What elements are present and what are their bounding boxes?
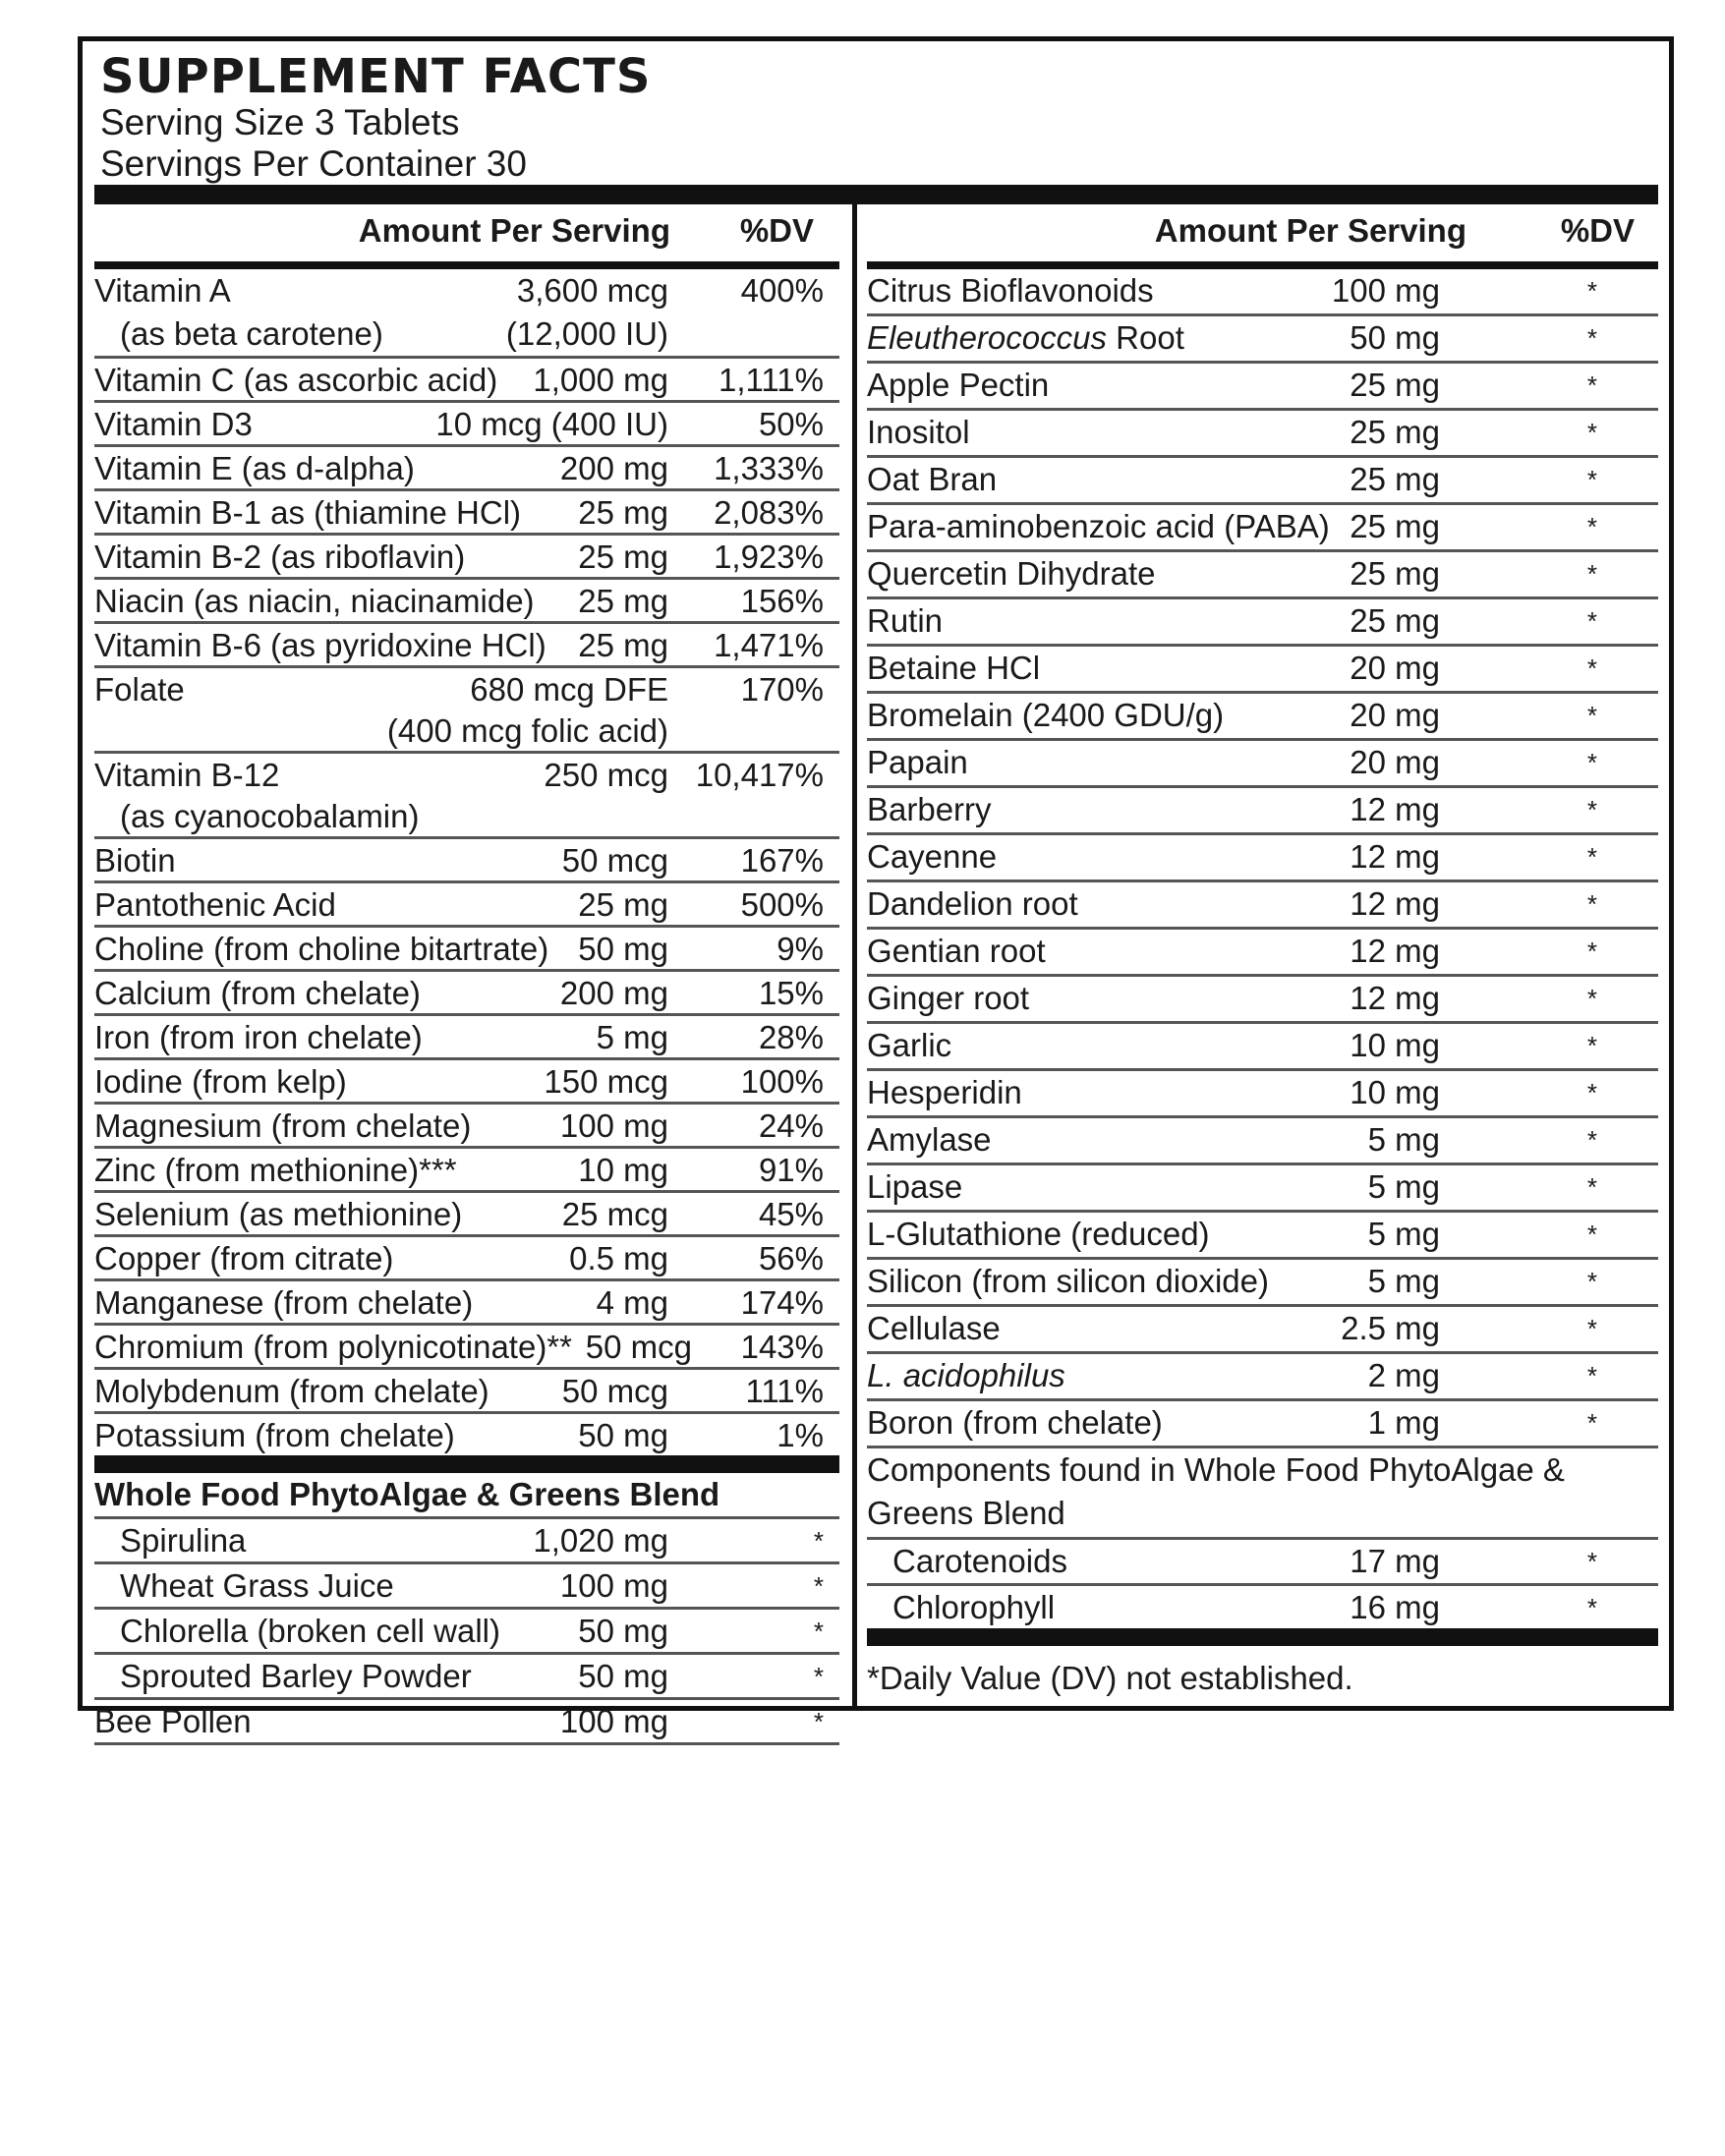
nutrient-name: Folate [94, 671, 185, 708]
ingredient-dv: * [1586, 512, 1597, 541]
table-row [94, 536, 839, 580]
table-row [94, 1326, 839, 1370]
ingredient-amount: 12 mg [1350, 980, 1440, 1016]
nutrient-name: Calcium (from chelate) [94, 975, 421, 1011]
ingredient-dv: * [1586, 795, 1597, 824]
ingredient-amount: 20 mg [1350, 650, 1440, 686]
nutrient-name: Potassium (from chelate) [94, 1417, 455, 1453]
table-row [94, 580, 839, 624]
nutrient-dv: 1% [776, 1417, 824, 1453]
table-row [94, 1610, 839, 1655]
nutrient-name: Manganese (from chelate) [94, 1284, 474, 1321]
nutrient-dv: 100% [740, 1063, 824, 1100]
blend-ingredient-name: Wheat Grass Juice [120, 1567, 394, 1604]
table-row [867, 741, 1658, 788]
table-row [867, 977, 1658, 1024]
table-row [867, 882, 1658, 930]
table-row [94, 1655, 839, 1700]
nutrient-dv: 1,923% [714, 539, 824, 575]
ingredient-dv: * [1586, 559, 1597, 589]
ingredient-dv: * [1586, 1220, 1597, 1249]
nutrient-dv: 1,333% [714, 450, 824, 486]
table-row [94, 668, 839, 754]
nutrient-dv: 10,417% [695, 757, 824, 793]
table-row [867, 1354, 1658, 1401]
ingredient-name: Barberry [867, 791, 992, 827]
nutrient-name: Vitamin D3 [94, 406, 253, 442]
ingredient-name: Rutin [867, 602, 944, 639]
ingredient-name: Garlic [867, 1027, 952, 1063]
blend-title: Whole Food PhytoAlgae & Greens Blend [94, 1476, 720, 1512]
nutrient-dv: 170% [740, 671, 824, 708]
ingredient-dv: * [1586, 418, 1597, 447]
nutrient-dv: 156% [740, 583, 824, 619]
table-row [867, 647, 1658, 694]
nutrient-dv: 167% [740, 842, 824, 879]
table-row [867, 411, 1658, 458]
nutrient-amount: 50 mg [578, 1417, 668, 1453]
nutrient-name-line2: (as beta carotene) [120, 315, 383, 352]
nutrient-name: Selenium (as methionine) [94, 1196, 463, 1232]
table-row [867, 788, 1658, 835]
nutrient-dv: 2,083% [714, 494, 824, 531]
table-row [94, 1237, 839, 1281]
table-row [94, 359, 839, 403]
table-row [867, 694, 1658, 741]
ingredient-dv: * [1586, 323, 1597, 353]
nutrient-dv: 1,471% [714, 627, 824, 663]
nutrient-amount: 25 mg [578, 539, 668, 575]
nutrient-name: Vitamin A [94, 272, 231, 309]
nutrient-name: Pantothenic Acid [94, 886, 336, 923]
nutrient-amount-line2: (12,000 IU) [505, 315, 668, 352]
nutrient-amount: 25 mg [578, 627, 668, 663]
blend-ingredient-name: Chlorella (broken cell wall) [120, 1613, 500, 1649]
table-row [94, 1193, 839, 1237]
nutrient-dv: 50% [758, 406, 824, 442]
ingredient-amount: 25 mg [1350, 602, 1440, 639]
nutrient-amount: 50 mcg [561, 842, 668, 879]
ingredient-dv: * [1586, 276, 1597, 306]
table-row [867, 316, 1658, 364]
table-row [867, 1165, 1658, 1213]
nutrient-dv: 174% [740, 1284, 824, 1321]
table-row [867, 1586, 1658, 1628]
ingredient-name: Oat Bran [867, 461, 998, 497]
nutrient-name: Choline (from choline bitartrate) [94, 931, 549, 967]
table-row [867, 1213, 1658, 1260]
ingredient-amount: 25 mg [1350, 414, 1440, 450]
table-row [867, 364, 1658, 411]
ingredient-name: Gentian root [867, 933, 1046, 969]
table-row [867, 835, 1658, 882]
ingredient-name: Dandelion root [867, 885, 1078, 922]
ingredient-name: Bromelain (2400 GDU/g) [867, 697, 1225, 733]
nutrient-amount: 680 mcg DFE [470, 671, 668, 708]
table-row [867, 1540, 1658, 1586]
blend-ingredient-dv: * [813, 1571, 824, 1601]
ingredient-name: Cellulase [867, 1310, 1001, 1346]
ingredient-dv: * [1586, 465, 1597, 494]
ingredient-amount: 1 mg [1367, 1404, 1440, 1441]
nutrient-amount: 50 mcg [585, 1329, 692, 1365]
component-amount: 17 mg [1350, 1543, 1440, 1579]
nutrient-dv: 111% [745, 1373, 824, 1409]
nutrient-name: Iodine (from kelp) [94, 1063, 347, 1100]
table-row [94, 883, 839, 928]
right-column [867, 204, 1658, 1701]
ingredient-name: Para-aminobenzoic acid (PABA) [867, 508, 1330, 544]
ingredient-amount: 20 mg [1350, 744, 1440, 780]
table-row [867, 458, 1658, 505]
blend-ingredient-dv: * [813, 1526, 824, 1556]
table-row [94, 1149, 839, 1193]
ingredient-name-suffix: Root [1106, 319, 1184, 356]
table-row [94, 928, 839, 972]
nutrient-amount-line2: (400 mcg folic acid) [386, 712, 668, 749]
bee-pollen-name: Bee Pollen [94, 1703, 252, 1739]
nutrient-amount: 100 mg [559, 1107, 668, 1144]
nutrient-amount: 250 mcg [544, 757, 668, 793]
ingredient-amount: 12 mg [1350, 933, 1440, 969]
nutrient-dv: 28% [758, 1019, 824, 1055]
nutrient-dv: 400% [740, 272, 824, 309]
nutrient-amount: 150 mcg [544, 1063, 668, 1100]
ingredient-amount: 25 mg [1350, 508, 1440, 544]
blend-ingredient-name: Spirulina [120, 1522, 247, 1559]
blend-ingredient-amount: 100 mg [559, 1567, 668, 1604]
ingredient-dv: * [1586, 1125, 1597, 1155]
nutrient-dv: 24% [758, 1107, 824, 1144]
ingredient-dv: * [1586, 748, 1597, 777]
table-row [867, 930, 1658, 977]
serving-size: Serving Size 3 Tablets [100, 102, 460, 142]
blend-divider-bar [94, 1455, 839, 1473]
ingredient-name: L-Glutathione (reduced) [867, 1216, 1210, 1252]
left-header [94, 204, 839, 269]
ingredient-dv: * [1586, 984, 1597, 1013]
table-row [94, 624, 839, 668]
blend-ingredient-amount: 50 mg [578, 1658, 668, 1694]
nutrient-name: Vitamin E (as d-alpha) [94, 450, 415, 486]
table-row [867, 505, 1658, 552]
nutrient-dv: 500% [740, 886, 824, 923]
ingredient-amount: 5 mg [1367, 1216, 1440, 1252]
ingredient-amount: 12 mg [1350, 885, 1440, 922]
ingredient-dv: * [1586, 842, 1597, 872]
table-row [867, 1307, 1658, 1354]
nutrient-amount: 50 mg [578, 931, 668, 967]
nutrient-name-line2: (as cyanocobalamin) [120, 798, 420, 834]
nutrient-dv: 9% [776, 931, 824, 967]
ingredient-amount: 5 mg [1367, 1263, 1440, 1299]
nutrient-dv: 1,111% [718, 362, 824, 398]
ingredient-name [867, 316, 1184, 360]
nutrient-name: Vitamin B-1 as (thiamine HCl) [94, 494, 522, 531]
nutrient-amount: 25 mg [578, 583, 668, 619]
ingredient-amount: 25 mg [1350, 555, 1440, 592]
nutrient-amount: 200 mg [559, 975, 668, 1011]
ingredient-name: Papain [867, 744, 968, 780]
table-row [94, 403, 839, 447]
table-row [867, 1071, 1658, 1118]
table-row [867, 1118, 1658, 1165]
ingredient-amount: 10 mg [1350, 1074, 1440, 1110]
amount-header: Amount Per Serving [358, 212, 670, 249]
nutrient-amount: 10 mg [578, 1152, 668, 1188]
ingredient-amount: 100 mg [1331, 272, 1440, 309]
ingredient-dv: * [1586, 1172, 1597, 1202]
component-name: Chlorophyll [892, 1589, 1056, 1625]
nutrient-amount: 0.5 mg [569, 1240, 668, 1277]
nutrient-name: Vitamin B-12 [94, 757, 280, 793]
table-row [94, 1281, 839, 1326]
ingredient-name: Lipase [867, 1168, 963, 1205]
ingredient-name: Ginger root [867, 980, 1030, 1016]
ingredient-amount: 5 mg [1367, 1168, 1440, 1205]
nutrient-amount: 25 mcg [561, 1196, 668, 1232]
ingredient-dv: * [1586, 1314, 1597, 1343]
nutrient-amount: 5 mg [596, 1019, 668, 1055]
table-row [94, 447, 839, 491]
ingredient-name: Quercetin Dihydrate [867, 555, 1156, 592]
ingredient-amount: 25 mg [1350, 461, 1440, 497]
dv-header: %DV [739, 212, 814, 249]
components-header-row [867, 1448, 1658, 1540]
ingredient-dv: * [1586, 653, 1597, 683]
ingredient-amount: 25 mg [1350, 367, 1440, 403]
nutrient-name: Molybdenum (from chelate) [94, 1373, 489, 1409]
nutrient-amount: 4 mg [596, 1284, 668, 1321]
ingredient-amount: 50 mg [1350, 319, 1440, 356]
nutrient-dv: 143% [740, 1329, 824, 1365]
table-row [94, 269, 839, 359]
table-row [94, 1016, 839, 1060]
blend-ingredient-amount: 50 mg [578, 1613, 668, 1649]
nutrient-name: Magnesium (from chelate) [94, 1107, 472, 1144]
nutrient-amount: 1,000 mg [533, 362, 668, 398]
table-row [867, 599, 1658, 647]
ingredient-name: Amylase [867, 1121, 992, 1158]
ingredient-name: L. acidophilus [867, 1357, 1065, 1393]
nutrient-amount: 25 mg [578, 886, 668, 923]
nutrient-name: Niacin (as niacin, niacinamide) [94, 583, 535, 619]
table-row [867, 269, 1658, 316]
nutrient-name: Chromium (from polynicotinate)** [94, 1329, 572, 1365]
ingredient-dv: * [1586, 1267, 1597, 1296]
table-row [94, 1105, 839, 1149]
ingredient-name: Cayenne [867, 838, 998, 875]
ingredient-dv: * [1586, 1031, 1597, 1060]
nutrient-amount: 200 mg [559, 450, 668, 486]
ingredient-name: Hesperidin [867, 1074, 1022, 1110]
ingredient-amount: 5 mg [1367, 1121, 1440, 1158]
table-row [94, 972, 839, 1016]
nutrient-dv: 45% [758, 1196, 824, 1232]
ingredient-name: Apple Pectin [867, 367, 1050, 403]
ingredient-name: Citrus Bioflavonoids [867, 272, 1154, 309]
nutrient-name: Copper (from citrate) [94, 1240, 394, 1277]
ingredient-amount: 2.5 mg [1341, 1310, 1440, 1346]
ingredient-amount: 20 mg [1350, 697, 1440, 733]
table-row [94, 1414, 839, 1455]
servings-per-container: Servings Per Container 30 [100, 143, 527, 184]
ingredient-dv: * [1586, 1361, 1597, 1390]
ingredient-dv: * [1586, 1078, 1597, 1107]
footnote-divider-bar [867, 1628, 1658, 1646]
component-dv: * [1586, 1547, 1597, 1576]
table-row [94, 1564, 839, 1610]
nutrient-amount: 25 mg [578, 494, 668, 531]
amount-header: Amount Per Serving [1154, 212, 1466, 249]
ingredient-name: Betaine HCl [867, 650, 1041, 686]
left-column [94, 204, 839, 1745]
component-name: Carotenoids [892, 1543, 1067, 1579]
nutrient-name: Iron (from iron chelate) [94, 1019, 423, 1055]
nutrient-dv: 15% [758, 975, 824, 1011]
ingredient-dv: * [1586, 370, 1597, 400]
table-row [94, 1370, 839, 1414]
ingredient-name: Silicon (from silicon dioxide) [867, 1263, 1269, 1299]
ingredient-amount: 10 mg [1350, 1027, 1440, 1063]
column-divider [852, 204, 857, 1711]
table-row [94, 491, 839, 536]
bee-pollen-dv: * [813, 1707, 824, 1736]
components-title-line2: Greens Blend [867, 1495, 1065, 1531]
blend-header-row [94, 1473, 839, 1519]
dv-header: %DV [1560, 212, 1635, 249]
footnote: *Daily Value (DV) not established. [867, 1660, 1353, 1696]
component-dv: * [1586, 1593, 1597, 1622]
bee-pollen-amount: 100 mg [559, 1703, 668, 1739]
ingredient-name-italic: Eleutherococcus [867, 319, 1107, 356]
ingredient-amount: 12 mg [1350, 791, 1440, 827]
table-row [94, 1060, 839, 1105]
nutrient-amount: 50 mcg [561, 1373, 668, 1409]
nutrient-name: Vitamin B-6 (as pyridoxine HCl) [94, 627, 546, 663]
table-row [94, 839, 839, 883]
table-row [867, 1024, 1658, 1071]
table-row [867, 552, 1658, 599]
table-row [94, 1700, 839, 1745]
table-row [94, 1519, 839, 1564]
ingredient-dv: * [1586, 889, 1597, 919]
components-title-line1: Components found in Whole Food PhytoAlgae & [867, 1451, 1565, 1488]
ingredient-dv: * [1586, 936, 1597, 966]
blend-ingredient-amount: 1,020 mg [533, 1522, 668, 1559]
top-divider-bar [94, 185, 1658, 204]
nutrient-dv: 91% [758, 1152, 824, 1188]
table-row [867, 1260, 1658, 1307]
ingredient-name: Boron (from chelate) [867, 1404, 1163, 1441]
supplement-facts-panel [78, 36, 1674, 1739]
nutrient-amount: 10 mcg (400 IU) [435, 406, 668, 442]
nutrient-amount: 3,600 mcg [516, 272, 668, 309]
ingredient-dv: * [1586, 606, 1597, 636]
ingredient-name: Inositol [867, 414, 970, 450]
ingredient-dv: * [1586, 701, 1597, 730]
blend-ingredient-dv: * [813, 1662, 824, 1691]
ingredient-amount: 2 mg [1367, 1357, 1440, 1393]
nutrient-name: Zinc (from methionine)*** [94, 1152, 457, 1188]
nutrient-dv: 56% [758, 1240, 824, 1277]
ingredient-amount: 12 mg [1350, 838, 1440, 875]
nutrient-name: Vitamin C (as ascorbic acid) [94, 362, 498, 398]
nutrient-name: Vitamin B-2 (as riboflavin) [94, 539, 466, 575]
right-header [867, 204, 1658, 269]
table-row [94, 754, 839, 839]
blend-ingredient-name: Sprouted Barley Powder [120, 1658, 472, 1694]
panel-title: SUPPLEMENT FACTS [100, 49, 652, 104]
blend-ingredient-dv: * [813, 1617, 824, 1646]
table-row [867, 1401, 1658, 1448]
ingredient-dv: * [1586, 1408, 1597, 1438]
nutrient-name: Biotin [94, 842, 176, 879]
component-amount: 16 mg [1350, 1589, 1440, 1625]
